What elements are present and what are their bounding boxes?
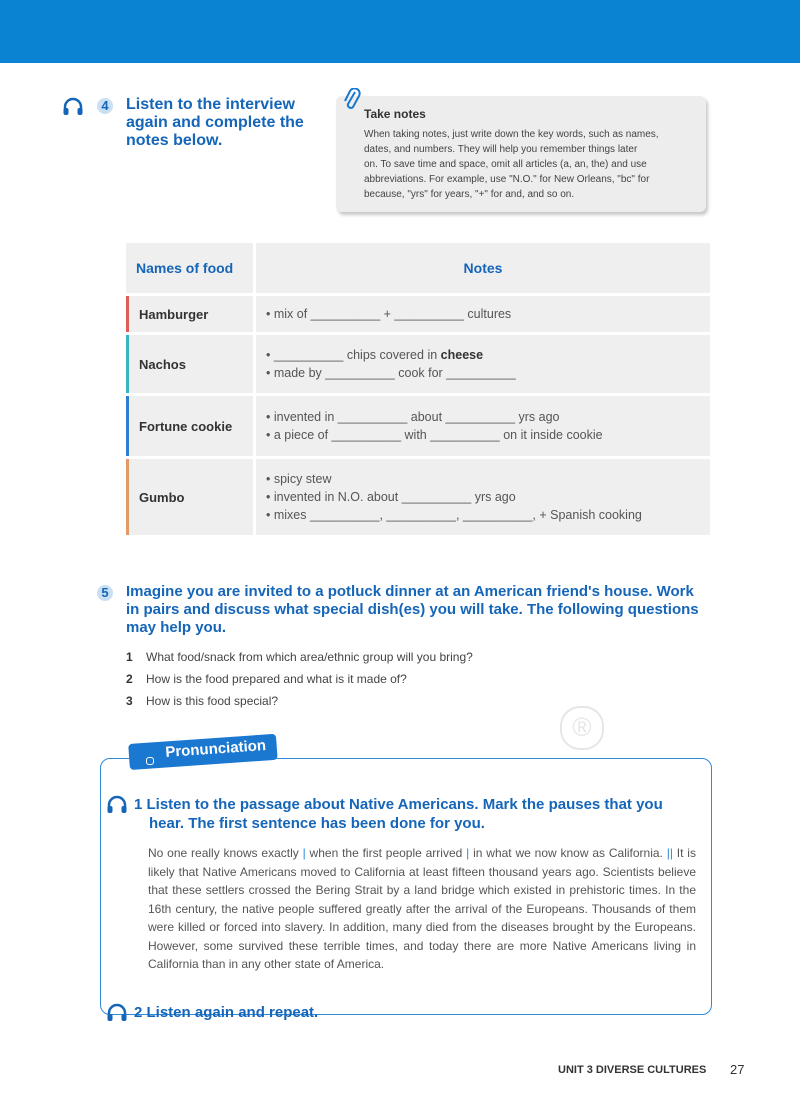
headphones-icon[interactable]	[106, 1003, 128, 1023]
pronunciation-label: Pronunciation	[164, 737, 267, 761]
exercise-4-title-line: notes below.	[126, 132, 223, 149]
table-row	[126, 396, 710, 456]
tab-dot-icon	[146, 757, 154, 765]
note-line: • spicy stew	[266, 472, 332, 486]
exercise-5-title-line: in pairs and discuss what special dish(es) you will take. The following questions	[126, 601, 699, 618]
exercise-4-title-line: again and complete the	[126, 114, 304, 131]
take-notes-line: on. To save time and space, omit all articles (a, an, the) and use	[364, 159, 647, 170]
question-number: 1	[126, 650, 133, 664]
task-1-line: hear. The first sentence has been done for you.	[149, 815, 485, 832]
native-americans-passage	[148, 844, 696, 974]
exercise-5-title	[126, 583, 699, 637]
exercise-5-number: 5	[97, 585, 113, 601]
take-notes-body	[364, 127, 704, 202]
page-number: 27	[730, 1062, 745, 1077]
notes-cell	[253, 396, 710, 456]
passage-text: It is likely that Native Americans moved to California at least fifteen thousand years ago. Scientists believe that these settlers crossed the Bering Strait by a land bridge which existed in prehistoric times. In the 16th century, the native people suffered greatly after the arrival of the Europeans. Thousands of them were killed or forced into slavery. In addition, many died from the diseases brought by the Europeans. However, some survived these terrible times, and today there are more Native Americans living in California than in any other state of America.	[148, 846, 696, 971]
question-text: How is this food special?	[146, 694, 279, 708]
pause-mark: |	[302, 846, 306, 860]
paperclip-icon	[343, 88, 361, 112]
note-line-text: • __________ chips covered in	[266, 348, 438, 362]
note-line	[266, 346, 700, 364]
food-name: Hamburger	[126, 296, 253, 332]
exercise-5-title-line: Imagine you are invited to a potluck dinner at an American friend's house. Work	[126, 583, 694, 600]
headphones-icon[interactable]	[106, 795, 128, 815]
notes-cell	[253, 335, 710, 393]
header-notes: Notes	[253, 243, 710, 293]
pronunciation-task-2: 2 Listen again and repeat.	[134, 1004, 319, 1021]
take-notes-line: dates, and numbers. They will help you remember things later	[364, 144, 638, 155]
take-notes-title: Take notes	[364, 107, 426, 121]
question-number: 3	[126, 694, 133, 708]
exercise-4-title-line: Listen to the interview	[126, 96, 295, 113]
note-line: • a piece of __________ with __________ on it inside cookie	[266, 428, 603, 442]
double-pause-mark: ||	[666, 846, 673, 860]
note-line: • made by __________ cook for __________	[266, 366, 516, 380]
exercise-4-number: 4	[97, 98, 113, 114]
passage-text: when the first people arrived	[305, 846, 467, 860]
table-row	[126, 459, 710, 535]
note-line: • invented in N.O. about __________ yrs ago	[266, 490, 516, 504]
exercise-4-title	[126, 96, 304, 150]
food-name: Gumbo	[126, 459, 253, 535]
notes-cell	[253, 296, 710, 332]
header-bar	[0, 0, 800, 63]
table-header-row	[126, 243, 710, 293]
note-line: • invented in __________ about __________ yrs ago	[266, 410, 560, 424]
footer-unit-title: UNIT 3 DIVERSE CULTURES	[558, 1064, 707, 1076]
headphones-icon[interactable]	[62, 97, 84, 117]
question-item	[126, 650, 473, 664]
take-notes-line: When taking notes, just write down the key words, such as names,	[364, 129, 659, 140]
question-number: 2	[126, 672, 133, 686]
note-bold-word: cheese	[440, 348, 484, 362]
food-name: Fortune cookie	[126, 396, 253, 456]
food-name: Nachos	[126, 335, 253, 393]
header-names-of-food: Names of food	[126, 243, 253, 293]
pause-mark: |	[466, 846, 470, 860]
watermark-registered-mark: ®	[560, 706, 604, 750]
passage-text: No one really knows exactly	[148, 846, 299, 860]
question-text: What food/snack from which area/ethnic group will you bring?	[146, 650, 473, 664]
exercise-5-title-line: may help you.	[126, 619, 227, 636]
take-notes-line: abbreviations. For example, use "N.O." for New Orleans, "bc" for	[364, 174, 650, 185]
notes-cell	[253, 459, 710, 535]
table-row	[126, 296, 710, 332]
question-item	[126, 694, 278, 708]
pronunciation-task-1	[134, 795, 663, 833]
take-notes-line: because, "yrs" for years, "+" for and, and so on.	[364, 189, 575, 200]
passage-text: in what we now know as California.	[469, 846, 667, 860]
note-line: • mixes __________, __________, __________, + Spanish cooking	[266, 508, 642, 522]
table-row	[126, 335, 710, 393]
question-item	[126, 672, 407, 686]
notes-table	[126, 240, 710, 538]
question-text: How is the food prepared and what is it made of?	[146, 672, 407, 686]
task-1-line: 1 Listen to the passage about Native Americans. Mark the pauses that you	[134, 796, 663, 813]
note-line: • mix of __________ + __________ cultures	[266, 307, 512, 321]
